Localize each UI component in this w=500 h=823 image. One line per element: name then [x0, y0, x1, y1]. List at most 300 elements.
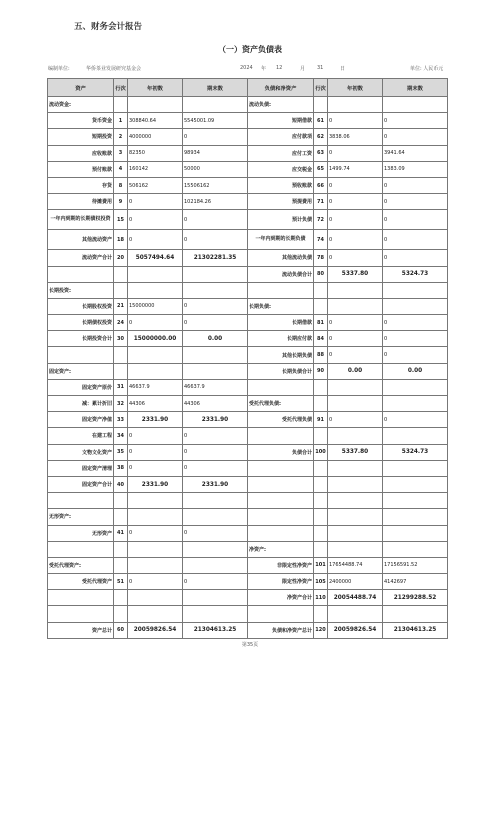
right-end-value: 0: [383, 113, 448, 129]
right-line-cell: 120: [314, 622, 328, 638]
right-item-cell: 一年内到期的长期负债: [248, 230, 314, 250]
table-row: [48, 379, 448, 395]
table-row: [48, 396, 448, 412]
left-begin-value: 0: [128, 210, 183, 230]
left-item-cell: 固定资产净值: [48, 412, 114, 428]
left-item-cell: 存货: [48, 177, 114, 193]
left-end-value: 2331.90: [183, 476, 248, 492]
left-item-cell: [48, 347, 114, 363]
right-end-value: [383, 476, 448, 492]
left-begin-value: 0: [128, 444, 183, 460]
right-line-cell: 71: [314, 194, 328, 210]
right-begin-value: [328, 379, 383, 395]
page-number: 第35页: [241, 642, 259, 648]
left-begin-value: 5057494.64: [128, 250, 183, 266]
table-row: [48, 476, 448, 492]
left-end-value: 0: [183, 298, 248, 314]
right-begin-value: [328, 460, 383, 476]
right-begin-value: 0: [328, 315, 383, 331]
table-row: [48, 266, 448, 282]
left-end-value: 0: [183, 315, 248, 331]
right-begin-value: 0.00: [328, 363, 383, 379]
day-unit: 日: [340, 66, 346, 72]
right-item-cell: 负债合计: [248, 444, 314, 460]
left-begin-value: 0: [128, 460, 183, 476]
left-item-cell: 一年内到期的长期债权投资: [48, 210, 114, 230]
left-begin-value: [128, 347, 183, 363]
right-begin-value: [328, 476, 383, 492]
left-item-cell: 其他流动资产: [48, 230, 114, 250]
left-end-value: [183, 606, 248, 622]
right-begin-value: 0: [328, 347, 383, 363]
header-ending: 期末数: [183, 79, 248, 97]
left-line-cell: [114, 347, 128, 363]
year-unit: 年: [261, 66, 267, 72]
table-row: [48, 177, 448, 193]
table-row: [48, 210, 448, 230]
right-begin-value: 20059826.54: [328, 622, 383, 638]
right-begin-value: [328, 298, 383, 314]
right-end-value: 0: [383, 194, 448, 210]
left-item-cell: [48, 606, 114, 622]
table-row: [48, 557, 448, 573]
currency-unit: 单位: 人民币元: [410, 66, 444, 72]
left-begin-value: 0: [128, 574, 183, 590]
left-item-cell: 待摊费用: [48, 194, 114, 210]
table-row: [48, 525, 448, 541]
report-day: 31: [317, 65, 324, 71]
header-assets: 资产: [48, 79, 114, 97]
left-line-cell: 32: [114, 396, 128, 412]
left-item-cell: 受托代理资产:: [48, 557, 114, 573]
table-row: [48, 590, 448, 606]
left-end-value: [183, 347, 248, 363]
right-item-cell: 净资产合计: [248, 590, 314, 606]
left-end-value: 0: [183, 525, 248, 541]
left-end-value: 44306: [183, 396, 248, 412]
left-line-cell: [114, 509, 128, 525]
right-line-cell: 63: [314, 145, 328, 161]
left-line-cell: 8: [114, 177, 128, 193]
right-begin-value: 0: [328, 250, 383, 266]
left-line-cell: 30: [114, 331, 128, 347]
right-line-cell: [314, 606, 328, 622]
right-item-cell: [248, 509, 314, 525]
left-line-cell: 9: [114, 194, 128, 210]
left-item-cell: 固定资产:: [48, 363, 114, 379]
right-item-cell: [248, 460, 314, 476]
left-begin-value: [128, 97, 183, 113]
table-row: [48, 145, 448, 161]
right-line-cell: 100: [314, 444, 328, 460]
right-begin-value: [328, 493, 383, 509]
right-item-cell: 其他长期负债: [248, 347, 314, 363]
right-line-cell: [314, 298, 328, 314]
left-end-value: 0: [183, 230, 248, 250]
right-end-value: [383, 396, 448, 412]
right-end-value: [383, 509, 448, 525]
right-item-cell: [248, 476, 314, 492]
right-begin-value: 1499.74: [328, 161, 383, 177]
right-end-value: [383, 97, 448, 113]
right-begin-value: 20054488.74: [328, 590, 383, 606]
right-item-cell: 净资产:: [248, 541, 314, 557]
right-begin-value: 5337.80: [328, 266, 383, 282]
right-end-value: 5324.73: [383, 444, 448, 460]
left-begin-value: 308840.64: [128, 113, 183, 129]
org-name: 华侨茶业发展研究基金会: [86, 66, 142, 72]
left-end-value: [183, 590, 248, 606]
right-end-value: 0: [383, 210, 448, 230]
right-end-value: 4142697: [383, 574, 448, 590]
right-end-value: [383, 606, 448, 622]
right-line-cell: 65: [314, 161, 328, 177]
right-line-cell: 72: [314, 210, 328, 230]
right-end-value: [383, 525, 448, 541]
right-line-cell: 81: [314, 315, 328, 331]
left-item-cell: 长期投资合计: [48, 331, 114, 347]
left-begin-value: 46637.9: [128, 379, 183, 395]
table-row: [48, 509, 448, 525]
left-line-cell: 31: [114, 379, 128, 395]
left-item-cell: 预付账款: [48, 161, 114, 177]
right-item-cell: [248, 525, 314, 541]
right-line-cell: 110: [314, 590, 328, 606]
left-end-value: [183, 282, 248, 298]
right-item-cell: [248, 379, 314, 395]
left-line-cell: 4: [114, 161, 128, 177]
right-line-cell: [314, 541, 328, 557]
left-begin-value: 0: [128, 230, 183, 250]
right-item-cell: 受托代理负债: [248, 412, 314, 428]
right-begin-value: 0: [328, 230, 383, 250]
right-begin-value: 2400000: [328, 574, 383, 590]
right-line-cell: 74: [314, 230, 328, 250]
left-begin-value: 0: [128, 315, 183, 331]
table-row: [48, 428, 448, 444]
left-item-cell: 文物文化资产: [48, 444, 114, 460]
left-line-cell: 21: [114, 298, 128, 314]
right-line-cell: [314, 509, 328, 525]
right-end-value: 3941.64: [383, 145, 448, 161]
right-end-value: 0: [383, 412, 448, 428]
right-line-cell: 105: [314, 574, 328, 590]
right-begin-value: [328, 428, 383, 444]
left-item-cell: 减：累计折旧: [48, 396, 114, 412]
left-end-value: [183, 363, 248, 379]
right-item-cell: 短期借款: [248, 113, 314, 129]
left-end-value: 0: [183, 129, 248, 145]
header-beginning: 年初数: [128, 79, 183, 97]
right-begin-value: [328, 525, 383, 541]
table-row: [48, 298, 448, 314]
left-line-cell: 15: [114, 210, 128, 230]
right-line-cell: [314, 379, 328, 395]
left-line-cell: [114, 590, 128, 606]
table-row: [48, 606, 448, 622]
left-begin-value: 2331.90: [128, 412, 183, 428]
left-end-value: 50000: [183, 161, 248, 177]
right-item-cell: 负债和净资产总计: [248, 622, 314, 638]
left-item-cell: 资产总计: [48, 622, 114, 638]
table-row: [48, 250, 448, 266]
right-end-value: 21304613.25: [383, 622, 448, 638]
left-item-cell: [48, 493, 114, 509]
right-line-cell: 62: [314, 129, 328, 145]
right-item-cell: 预提费用: [248, 194, 314, 210]
table-row: [48, 113, 448, 129]
left-item-cell: 固定资产原价: [48, 379, 114, 395]
left-line-cell: 41: [114, 525, 128, 541]
right-end-value: [383, 493, 448, 509]
right-item-cell: 流动负债:: [248, 97, 314, 113]
left-begin-value: 82350: [128, 145, 183, 161]
left-line-cell: 24: [114, 315, 128, 331]
left-end-value: 2331.90: [183, 412, 248, 428]
left-line-cell: 2: [114, 129, 128, 145]
right-end-value: [383, 379, 448, 395]
report-year: 2024: [240, 65, 253, 71]
right-item-cell: 长期负债合计: [248, 363, 314, 379]
right-line-cell: 61: [314, 113, 328, 129]
left-begin-value: 0: [128, 428, 183, 444]
left-begin-value: [128, 509, 183, 525]
left-item-cell: 固定资产合计: [48, 476, 114, 492]
left-line-cell: 33: [114, 412, 128, 428]
left-end-value: [183, 541, 248, 557]
right-line-cell: [314, 396, 328, 412]
right-end-value: [383, 282, 448, 298]
left-line-cell: 60: [114, 622, 128, 638]
table-row: [48, 541, 448, 557]
left-line-cell: 38: [114, 460, 128, 476]
right-begin-value: [328, 97, 383, 113]
left-begin-value: 15000000.00: [128, 331, 183, 347]
table-row: [48, 363, 448, 379]
right-item-cell: 预收账款: [248, 177, 314, 193]
right-item-cell: 受托代理负债:: [248, 396, 314, 412]
left-end-value: [183, 97, 248, 113]
right-begin-value: 0: [328, 194, 383, 210]
right-end-value: [383, 460, 448, 476]
left-begin-value: [128, 557, 183, 573]
table-row: [48, 161, 448, 177]
right-begin-value: 3838.06: [328, 129, 383, 145]
table-row: [48, 444, 448, 460]
left-begin-value: 44306: [128, 396, 183, 412]
right-begin-value: 0: [328, 177, 383, 193]
balance-sheet-table: [47, 78, 448, 639]
right-item-cell: 限定性净资产: [248, 574, 314, 590]
report-month: 12: [276, 65, 283, 71]
right-line-cell: 78: [314, 250, 328, 266]
right-item-cell: 应付款项: [248, 129, 314, 145]
left-item-cell: 在建工程: [48, 428, 114, 444]
left-begin-value: 0: [128, 194, 183, 210]
right-end-value: 0: [383, 331, 448, 347]
right-end-value: 17156591.52: [383, 557, 448, 573]
right-end-value: 0: [383, 315, 448, 331]
right-end-value: 0: [383, 347, 448, 363]
left-begin-value: 15000000: [128, 298, 183, 314]
report-title: （一）资产负债表: [218, 45, 282, 54]
right-item-cell: 长期负债:: [248, 298, 314, 314]
right-line-cell: [314, 493, 328, 509]
left-end-value: 98934: [183, 145, 248, 161]
left-begin-value: 160142: [128, 161, 183, 177]
table-row: [48, 97, 448, 113]
right-item-cell: 长期借款: [248, 315, 314, 331]
right-end-value: 0.00: [383, 363, 448, 379]
left-line-cell: 34: [114, 428, 128, 444]
table-row: [48, 282, 448, 298]
right-line-cell: [314, 282, 328, 298]
left-end-value: 0: [183, 574, 248, 590]
left-begin-value: 2331.90: [128, 476, 183, 492]
left-line-cell: 3: [114, 145, 128, 161]
header-liabilities: 负债和净资产: [248, 79, 314, 97]
right-line-cell: 84: [314, 331, 328, 347]
left-item-cell: 无形资产:: [48, 509, 114, 525]
right-line-cell: [314, 97, 328, 113]
right-begin-value: [328, 509, 383, 525]
left-end-value: 102184.26: [183, 194, 248, 210]
table-row: [48, 331, 448, 347]
left-begin-value: [128, 266, 183, 282]
right-line-cell: 101: [314, 557, 328, 573]
right-line-cell: 80: [314, 266, 328, 282]
left-end-value: 0: [183, 460, 248, 476]
right-end-value: 5324.73: [383, 266, 448, 282]
left-end-value: 21304613.25: [183, 622, 248, 638]
right-begin-value: [328, 282, 383, 298]
right-item-cell: [248, 282, 314, 298]
right-end-value: 0: [383, 250, 448, 266]
right-begin-value: 0: [328, 412, 383, 428]
right-begin-value: [328, 541, 383, 557]
left-end-value: 46637.9: [183, 379, 248, 395]
left-end-value: 21302281.35: [183, 250, 248, 266]
left-begin-value: [128, 282, 183, 298]
left-line-cell: 18: [114, 230, 128, 250]
left-begin-value: 4000000: [128, 129, 183, 145]
table-row: [48, 347, 448, 363]
right-end-value: 1383.09: [383, 161, 448, 177]
left-begin-value: 506162: [128, 177, 183, 193]
left-item-cell: 长期投资:: [48, 282, 114, 298]
left-line-cell: [114, 557, 128, 573]
left-line-cell: 35: [114, 444, 128, 460]
left-begin-value: 0: [128, 525, 183, 541]
header-ending: 期末数: [383, 79, 448, 97]
table-header-row: [48, 79, 448, 97]
right-begin-value: 0: [328, 331, 383, 347]
right-begin-value: [328, 606, 383, 622]
right-line-cell: [314, 476, 328, 492]
left-line-cell: [114, 541, 128, 557]
right-item-cell: [248, 606, 314, 622]
right-begin-value: 0: [328, 113, 383, 129]
table-row: [48, 574, 448, 590]
right-end-value: [383, 298, 448, 314]
left-item-cell: 固定资产清理: [48, 460, 114, 476]
left-line-cell: [114, 266, 128, 282]
left-item-cell: 无形资产: [48, 525, 114, 541]
table-row: [48, 493, 448, 509]
left-item-cell: [48, 590, 114, 606]
left-item-cell: 流动资产合计: [48, 250, 114, 266]
left-end-value: [183, 509, 248, 525]
left-begin-value: [128, 541, 183, 557]
left-line-cell: [114, 493, 128, 509]
table-row: [48, 622, 448, 638]
left-end-value: 0: [183, 444, 248, 460]
left-line-cell: 1: [114, 113, 128, 129]
left-end-value: 0: [183, 210, 248, 230]
table-row: [48, 315, 448, 331]
right-end-value: [383, 541, 448, 557]
left-end-value: [183, 557, 248, 573]
right-begin-value: 0: [328, 145, 383, 161]
left-line-cell: 40: [114, 476, 128, 492]
right-line-cell: [314, 460, 328, 476]
right-end-value: 0: [383, 129, 448, 145]
left-begin-value: [128, 590, 183, 606]
left-line-cell: 20: [114, 250, 128, 266]
right-begin-value: 0: [328, 210, 383, 230]
month-unit: 月: [300, 66, 306, 72]
header-line-no: 行次: [114, 79, 128, 97]
right-item-cell: 其他流动负债: [248, 250, 314, 266]
left-begin-value: [128, 606, 183, 622]
table-row: [48, 194, 448, 210]
left-end-value: 0.00: [183, 331, 248, 347]
right-line-cell: [314, 525, 328, 541]
left-item-cell: 长期债权投资: [48, 315, 114, 331]
right-item-cell: 应付工资: [248, 145, 314, 161]
left-item-cell: [48, 266, 114, 282]
left-begin-value: [128, 363, 183, 379]
left-item-cell: 长期股权投资: [48, 298, 114, 314]
right-end-value: [383, 428, 448, 444]
left-line-cell: 51: [114, 574, 128, 590]
right-item-cell: [248, 493, 314, 509]
org-label: 编制单位:: [48, 66, 70, 72]
table-row: [48, 230, 448, 250]
left-line-cell: [114, 97, 128, 113]
right-end-value: 0: [383, 230, 448, 250]
right-begin-value: 17654488.74: [328, 557, 383, 573]
right-end-value: 0: [383, 177, 448, 193]
section-title: 五、财务会计报告: [74, 22, 143, 32]
table-row: [48, 460, 448, 476]
left-end-value: 5545001.09: [183, 113, 248, 129]
right-item-cell: 非限定性净资产: [248, 557, 314, 573]
table-row: [48, 412, 448, 428]
left-item-cell: 货币资金: [48, 113, 114, 129]
left-end-value: 0: [183, 428, 248, 444]
left-item-cell: 流动资金:: [48, 97, 114, 113]
left-line-cell: [114, 363, 128, 379]
right-line-cell: 88: [314, 347, 328, 363]
left-line-cell: [114, 606, 128, 622]
right-item-cell: 流动负债合计: [248, 266, 314, 282]
right-begin-value: 5337.80: [328, 444, 383, 460]
left-line-cell: [114, 282, 128, 298]
left-begin-value: 20059826.54: [128, 622, 183, 638]
right-line-cell: [314, 428, 328, 444]
right-line-cell: 66: [314, 177, 328, 193]
